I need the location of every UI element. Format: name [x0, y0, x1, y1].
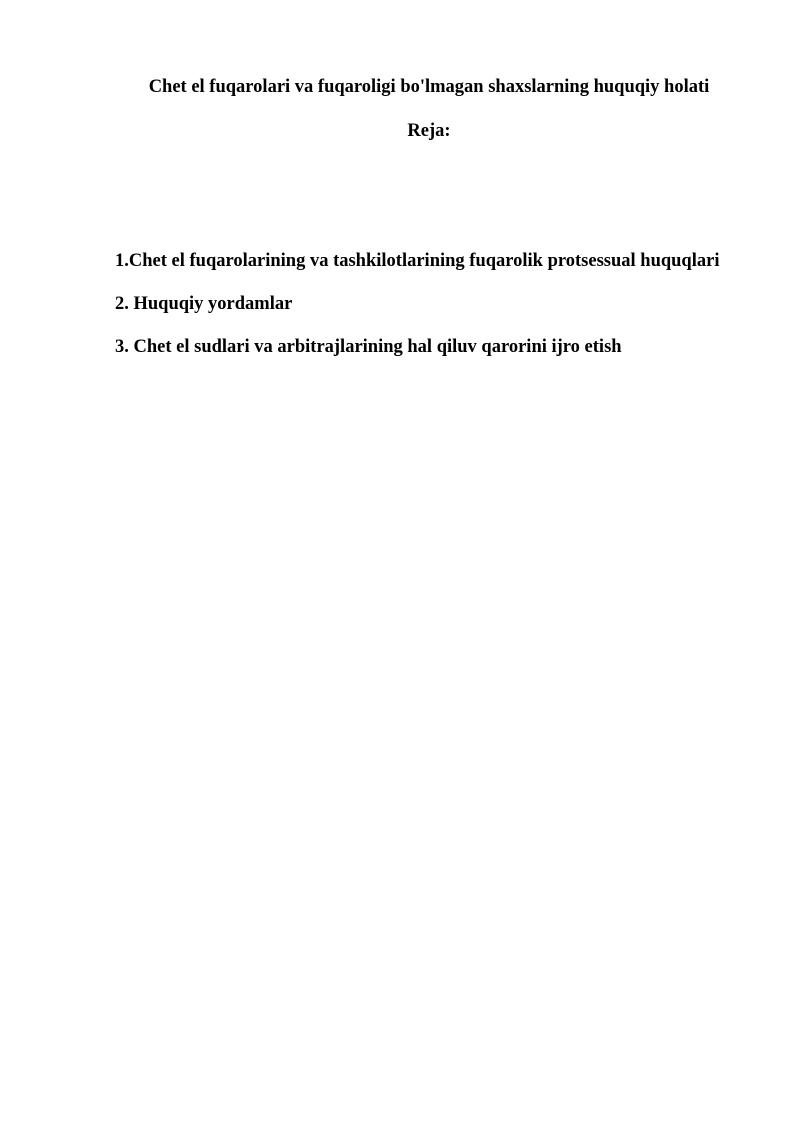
plan-item-2: 2. Huquqiy yordamlar	[115, 294, 293, 314]
plan-item-1: 1.Chet el fuqarolarining va tashkilotlarining fuqarolik protsessual huquqlari	[115, 251, 720, 271]
plan-heading: Reja:	[407, 121, 451, 141]
plan-item-3: 3. Chet el sudlari va arbitrajlarining hal qiluv qarorini ijro etish	[115, 337, 622, 357]
document-title: Chet el fuqarolari va fuqaroligi bo'lmagan shaxslarning huquqiy holati	[148, 77, 710, 97]
plan-list	[115, 248, 795, 377]
